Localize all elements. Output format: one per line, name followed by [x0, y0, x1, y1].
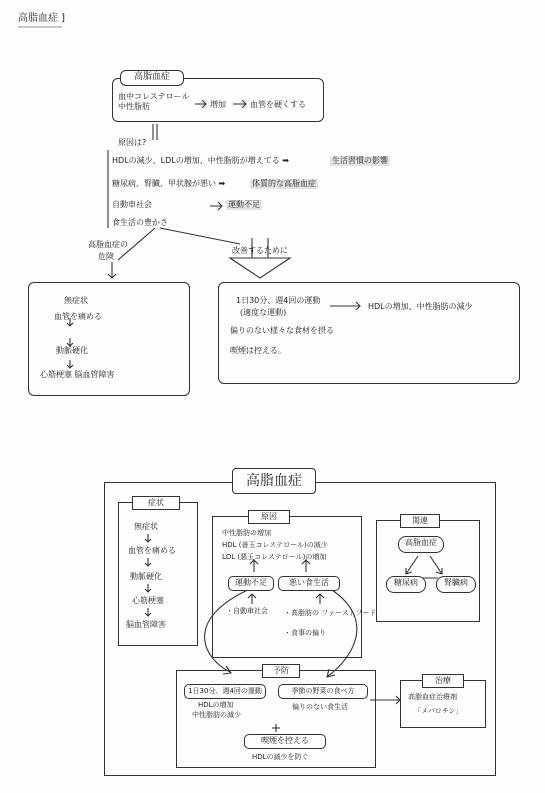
- prevent-item-1: 1日30分、週4回の運動: [184, 684, 266, 699]
- danger-item-1: 無症状: [64, 296, 88, 305]
- treat-label: 治療: [422, 674, 464, 688]
- prevent-item-2-sub: 偏りのない食生活: [292, 703, 348, 711]
- symptom-item-5: 脳血管障害: [126, 620, 166, 629]
- symptom-label: 症状: [132, 496, 180, 510]
- improve-line1: 1日30分、週4回の運動: [236, 296, 321, 305]
- related-label: 関連: [400, 514, 440, 528]
- prevent-item-1-sub2: 中性脂肪の減少: [192, 711, 241, 719]
- symptom-item-4: 心筋梗塞: [132, 596, 164, 605]
- map-cause-3: LDL (悪玉コレステロール)の増加: [222, 553, 327, 561]
- top-title: 高脂血症: [120, 70, 184, 86]
- danger-item-3: 動脈硬化: [56, 346, 88, 355]
- map-title: 高脂血症: [232, 468, 316, 494]
- symptom-item-3: 動脈硬化: [130, 572, 162, 581]
- cause-4: 食生活の豊かさ: [112, 218, 168, 227]
- map-cause-2: HDL (善玉コレステロール)の減少: [222, 541, 328, 549]
- danger-label-1: 高脂血症の: [88, 240, 128, 249]
- danger-item-4: 心筋梗塞 脳血管障害: [40, 370, 115, 379]
- prevent-item-2: 季節の野菜の食べ方: [278, 684, 368, 699]
- related-left: 糖尿病: [386, 576, 426, 593]
- symptom-item-1: 無症状: [134, 522, 158, 531]
- danger-label-2: 危険: [98, 252, 114, 261]
- treat-line1: 高脂血症治療剤: [408, 693, 457, 701]
- cause-result-1: 生活習慣の影響: [332, 156, 388, 165]
- improve-result: HDLの増加、中性脂肪の減少: [368, 302, 473, 311]
- def-result: 血管を硬くする: [250, 100, 306, 109]
- page-header: 高脂血症 ]: [18, 13, 66, 24]
- improve-label: 改善するために: [232, 246, 288, 255]
- symptom-item-2: 血管を痛める: [128, 546, 176, 555]
- cause-result-2: 体質的な高脂血症: [252, 179, 316, 188]
- treat-line2: 「メバロチン」: [414, 707, 463, 715]
- def-line2: 中性脂肪: [118, 102, 150, 111]
- prevent-label: 予防: [262, 664, 300, 678]
- improve-line2: 偏りのない様々な食材を摂る: [230, 326, 334, 335]
- cause-3: 自動車社会: [112, 200, 152, 209]
- cause-exercise-sub: ・自動車社会: [226, 607, 268, 615]
- cause-diet-sub2: ・食事の偏り: [284, 629, 326, 637]
- related-right: 腎臓病: [436, 576, 476, 593]
- cause-exercise: 運動不足: [228, 576, 274, 591]
- cause-question: 原因は?: [118, 138, 147, 147]
- def-increase: 増加: [210, 100, 226, 109]
- prevent-item-3: 喫煙を控える: [244, 734, 326, 749]
- danger-item-2: 血管を痛める: [54, 312, 102, 321]
- related-center: 高脂血症: [398, 536, 444, 553]
- improve-line3: 喫煙は控える。: [230, 346, 286, 355]
- cause-1: HDLの減少、LDLの増加、中性脂肪が増えてる ➡: [112, 156, 289, 165]
- cause-2: 糖尿病、腎臓、甲状腺が悪い ➡: [112, 179, 226, 188]
- cause-result-3: 運動不足: [228, 200, 260, 209]
- cause-diet: 悪い食生活: [278, 576, 340, 591]
- cause-label: 原因: [248, 510, 290, 524]
- prevent-item-3-sub: HDLの減少を防ぐ: [252, 753, 309, 761]
- improve-line1b: (適度な運動): [240, 308, 287, 317]
- prevent-item-1-sub1: HDLの増加: [198, 701, 234, 709]
- map-cause-1: 中性脂肪の増加: [222, 529, 271, 537]
- def-line1: 血中コレステロール: [118, 92, 190, 101]
- cause-diet-sub1: ・高脂肪の ファーストフード: [284, 609, 377, 617]
